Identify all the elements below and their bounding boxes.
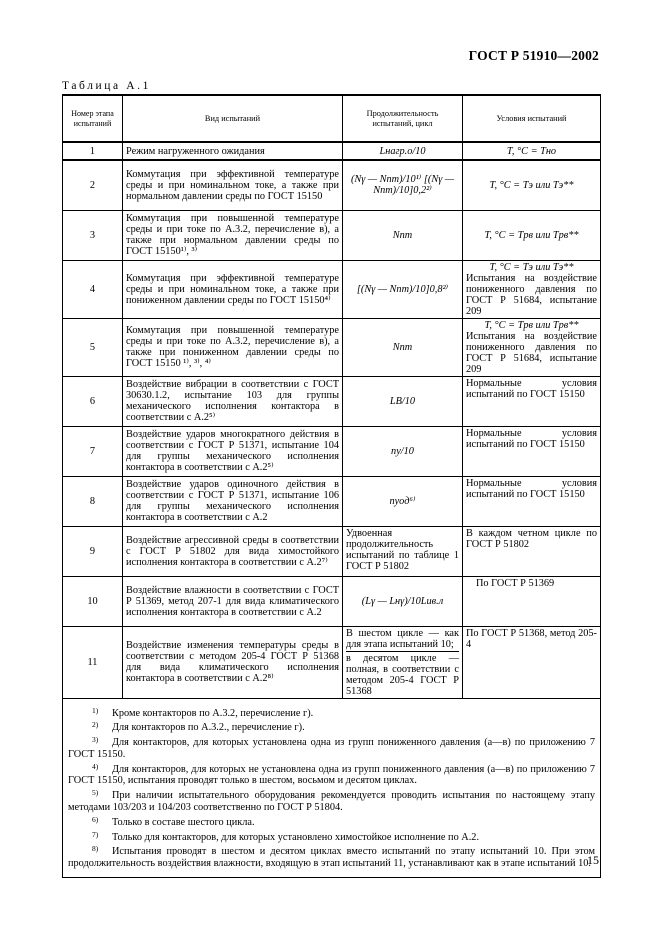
duration-formula: nу/10	[391, 445, 414, 457]
condition-line: T, °C = Tрв или Tрв**	[484, 229, 579, 241]
table-row	[63, 260, 601, 318]
duration-formula: [(Nγ — Nпт)/10]0,8²⁾	[356, 283, 449, 295]
footnote-text: Только в составе шестого цикла.	[112, 816, 255, 828]
duration	[343, 576, 463, 626]
duration-line: В шестом цикле — как для этапа испытаний 10;	[346, 627, 459, 650]
test-type: Воздействие ударов одиночного действия в соответствии с ГОСТ Р 51371, испытание 106 для группы механического исполнения контактора в соответствии с А.2	[123, 476, 343, 526]
table-row	[63, 576, 601, 626]
test-type: Воздействие вибрации в соответствии с ГОСТ 30630.1.2, испытание 103 для группы механического исполнения контактора в соответствии с А.2⁵⁾	[123, 376, 343, 426]
duration	[343, 160, 463, 210]
condition-line: По ГОСТ Р 51369	[476, 577, 555, 589]
test-type: Коммутация при повышенной температуре среды и при токе по А.3.2, перечисление в), а также при пониженном давлении среды по ГОСТ 15150 ¹⁾, ³⁾, ⁴⁾	[123, 318, 343, 376]
stage-number: 5	[63, 318, 123, 376]
test-type: Воздействие влажности в соответствии с ГОСТ Р 51369, метод 207-1 для вида климатического исполнения контактора в соответствии с А.2	[123, 576, 343, 626]
footnote-text: Кроме контакторов по А.3.2, перечисление г).	[112, 707, 314, 719]
table-row	[63, 476, 601, 526]
conditions	[463, 260, 601, 318]
table-row	[63, 626, 601, 698]
footnote-text: При наличии испытательного оборудования рекомендуется проводить испытания по настоящему этапу методами 103/203 и 104/203 соответственно по ГОСТ Р 51804.	[68, 790, 595, 814]
column-header: Условия испытаний	[463, 95, 601, 142]
test-type: Коммутация при повышенной температуре среды и при токе по А.3.2, перечисление в), а также при нормальном давлении среды по ГОСТ 15150¹⁾, ³⁾	[123, 210, 343, 260]
stage-number: 7	[63, 426, 123, 476]
table-header-row	[63, 95, 601, 142]
stage-number: 8	[63, 476, 123, 526]
conditions	[463, 318, 601, 376]
test-type: Воздействие агрессивной среды в соответствии с ГОСТ Р 51802 для вида химостойкого исполнения контактора в соответствии с А.2⁷⁾	[123, 526, 343, 576]
duration	[343, 376, 463, 426]
test-type: Коммутация при эффективной температуре среды и при номинальном токе, а также при пониженном давлении среды по ГОСТ 15150⁴⁾	[123, 260, 343, 318]
footnote-text: Только для контакторов, для которых установлено химостойкое исполнение по А.2.	[112, 831, 480, 843]
footnote	[68, 829, 595, 844]
duration-formula: nуод⁶⁾	[389, 495, 416, 507]
column-header: Вид испытаний	[123, 95, 343, 142]
footnote-number: 3)	[92, 735, 99, 745]
test-table	[62, 94, 600, 878]
table-row	[63, 318, 601, 376]
duration	[343, 210, 463, 260]
stage-number: 9	[63, 526, 123, 576]
condition-line: Испытания на воздействие пониженного давления по ГОСТ Р 51684, испытание 209	[466, 330, 597, 375]
page-number: 15	[587, 853, 599, 867]
stage-number: 6	[63, 376, 123, 426]
footnote-text: Для контакторов по А.3.2., перечисление г).	[112, 722, 305, 734]
duration	[343, 260, 463, 318]
condition-line: T, °C = Tэ или Tэ**	[489, 179, 574, 191]
stage-number: 11	[63, 626, 123, 698]
condition-line: T, °C = Tрв или Tрв**	[484, 319, 579, 331]
column-header: Номер этапа испытаний	[63, 95, 123, 142]
conditions	[463, 626, 601, 698]
table-row	[63, 142, 601, 160]
footnote-number: 2)	[92, 720, 99, 730]
conditions	[463, 476, 601, 526]
conditions	[463, 142, 601, 160]
duration-formula: LB/10	[389, 395, 416, 407]
duration-formula: (Nγ — Nпт)/10¹⁾ [(Nγ — Nпт)/10]0,2²⁾	[351, 174, 454, 197]
duration-line: в десятом цикле — полная, в соответствии с методом 205-4 ГОСТ Р 51368	[346, 652, 459, 697]
duration: Удвоенная продолжительность испытаний по таблице 1 ГОСТ Р 51802	[343, 526, 463, 576]
condition-line: В каждом четном цикле по ГОСТ Р 51802	[466, 527, 597, 550]
test-type: Воздействие ударов многократного действия в соответствии с ГОСТ Р 51371, испытание 104 для группы механического исполнения контактора в соответствии с А.2⁵⁾	[123, 426, 343, 476]
conditions	[463, 376, 601, 426]
footnote-number: 8)	[92, 844, 99, 854]
duration	[343, 318, 463, 376]
footnote	[68, 761, 595, 788]
conditions	[463, 160, 601, 210]
footnote	[68, 719, 595, 734]
footnote-number: 6)	[92, 814, 99, 824]
footnote	[68, 787, 595, 814]
conditions	[463, 210, 601, 260]
duration-formula: Nпт	[392, 229, 413, 241]
conditions	[463, 576, 601, 626]
duration	[343, 142, 463, 160]
duration	[343, 426, 463, 476]
condition-line: Нормальные условия испытаний по ГОСТ 15150	[466, 477, 597, 500]
duration	[343, 626, 463, 698]
stage-number: 3	[63, 210, 123, 260]
duration	[343, 476, 463, 526]
table-row	[63, 376, 601, 426]
condition-line: Нормальные условия испытаний по ГОСТ 15150	[466, 427, 597, 450]
column-header: Продолжительность испытаний, цикл	[343, 95, 463, 142]
footnote-text: Для контакторов, для которых не установлена одна из групп пониженного давления (а—в) по приложению 7 ГОСТ 15150, испытания проводят только в шестом, восьмом и десятом циклах.	[68, 763, 595, 787]
condition-line: T, °C = Tэ или Tэ**	[489, 261, 574, 273]
condition-line: Испытания на воздействие пониженного давления по ГОСТ Р 51684, испытание 209	[466, 272, 597, 317]
table-row	[63, 526, 601, 576]
test-type: Режим нагруженного ожидания	[123, 142, 343, 160]
condition-line: T, °C = Tно	[506, 145, 557, 157]
footnote-number: 5)	[92, 788, 99, 798]
duration-formula: (Lγ — Lнγ)/10Lив.л	[361, 595, 444, 607]
table-row	[63, 426, 601, 476]
footnote	[68, 705, 595, 720]
condition-line: Нормальные условия испытаний по ГОСТ 15150	[466, 377, 597, 400]
table-notes	[63, 698, 601, 878]
test-type: Коммутация при эффективной температуре среды и при номинальном токе, а также при нормальном давлении среды по ГОСТ 15150	[123, 160, 343, 210]
stage-number: 10	[63, 576, 123, 626]
duration-formula: Lнагр.о/10	[379, 145, 426, 157]
footnote	[68, 843, 595, 870]
table-row	[63, 160, 601, 210]
conditions	[463, 526, 601, 576]
footnote-text: Испытания проводят в шестом и десятом циклах вместо испытаний по этапу испытаний 10. При этом продолжительность воздействия влажности, входящую в этап испытаний 11, устанавливают как в этапе испытаний 10.	[68, 846, 595, 870]
condition-line: По ГОСТ Р 51368, метод 205-4	[466, 627, 597, 650]
footnote	[68, 734, 595, 761]
footnote-number: 4)	[92, 761, 99, 771]
footnote	[68, 814, 595, 829]
stage-number: 4	[63, 260, 123, 318]
table-caption: Таблица А.1	[62, 80, 151, 92]
duration-formula: Nпт	[392, 341, 413, 353]
footnote-number: 1)	[92, 705, 99, 715]
stage-number: 2	[63, 160, 123, 210]
table-row	[63, 210, 601, 260]
notes-row	[63, 698, 601, 878]
stage-number: 1	[63, 142, 123, 160]
test-type: Воздействие изменения температуры среды в соответствии с методом 205-4 ГОСТ Р 51368 для вида климатического исполнения контактора в соответствии с А.2⁸⁾	[123, 626, 343, 698]
footnote-number: 7)	[92, 829, 99, 839]
page-header: ГОСТ Р 51910—2002	[468, 48, 599, 63]
conditions	[463, 426, 601, 476]
footnote-text: Для контакторов, для которых установлена одна из групп пониженного давления (а—в) по приложению 7 ГОСТ 15150.	[68, 737, 595, 760]
